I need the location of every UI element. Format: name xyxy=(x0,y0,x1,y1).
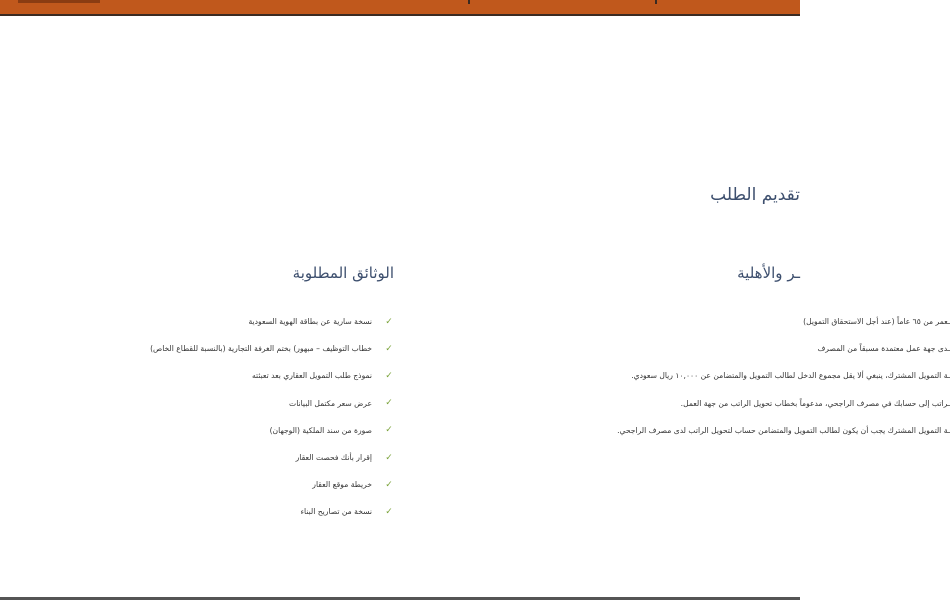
top-header-bar xyxy=(0,0,800,16)
list-item xyxy=(617,308,950,335)
list-item xyxy=(617,390,950,417)
header-tab-edge xyxy=(18,0,100,3)
check-icon: ✓ xyxy=(385,479,393,490)
list-item xyxy=(150,471,394,498)
header-tick xyxy=(655,0,657,4)
list-item-label: صورة من سند الملكية (الوجهان) xyxy=(269,425,372,435)
list-item xyxy=(150,308,394,335)
list-item xyxy=(150,417,394,444)
eligibility-title: ـر والأهلية xyxy=(737,264,800,282)
header-tick xyxy=(468,0,470,4)
check-icon: ✓ xyxy=(385,316,393,327)
list-item xyxy=(150,498,394,525)
list-item xyxy=(617,362,950,389)
list-item-label: إقرار بأنك فحصت العقار xyxy=(295,453,372,463)
list-item xyxy=(150,335,394,362)
list-item xyxy=(150,362,394,389)
list-item-label: نسخة من تصاريح البناء xyxy=(300,507,372,517)
list-item xyxy=(617,417,950,444)
check-icon: ✓ xyxy=(385,398,393,409)
list-item xyxy=(150,444,394,471)
apply-section-title: تقديم الطلب xyxy=(710,185,800,205)
check-icon: ✓ xyxy=(385,452,393,463)
check-icon: ✓ xyxy=(385,343,393,354)
list-item xyxy=(150,390,394,417)
list-item-label: خطاب التوظيف – مبهور) بختم الغرفة التجارية (بالنسبة للقطاع الخاص) xyxy=(150,344,372,354)
documents-title: الوثائق المطلوبة xyxy=(292,264,394,282)
documents-list xyxy=(150,308,394,526)
list-item-label: نسخة سارية عن بطاقة الهوية السعودية xyxy=(248,317,372,327)
list-item-label: نموذج طلب التمويل العقاري بعد تعبئته xyxy=(251,371,372,381)
list-item-label: ـعمر من ٦٥ عاماً (عند أجل الاستحقاق التمويل) xyxy=(803,317,950,327)
list-item-label: ـدى جهة عمل معتمدة مسبقاً من المصرف xyxy=(817,344,950,354)
list-item-label: خريطة موقع العقار xyxy=(312,480,372,490)
check-icon: ✓ xyxy=(385,506,393,517)
list-item xyxy=(617,335,950,362)
list-item-label: عرض سعر مكتمل البيانات xyxy=(289,398,372,408)
eligibility-list xyxy=(617,308,950,444)
list-item-label: ـراتب إلى حسابك في مصرف الراجحي، مدعوماً بخطاب تحويل الراتب من جهة العمل. xyxy=(680,398,950,408)
list-item-label: ـة التمويل المشترك يجب أن يكون لطالب التمويل والمتضامن حساب لتحويل الراتب لدى مصرف الراجحي. xyxy=(617,425,950,435)
check-icon: ✓ xyxy=(385,370,393,381)
list-item-label: ـة التمويل المشترك، ينبغي ألا يقل مجموع الدخل لطالب التمويل والمتضامن عن ١٠,٠٠٠ ريال سعودي. xyxy=(631,371,950,381)
check-icon: ✓ xyxy=(385,425,393,436)
